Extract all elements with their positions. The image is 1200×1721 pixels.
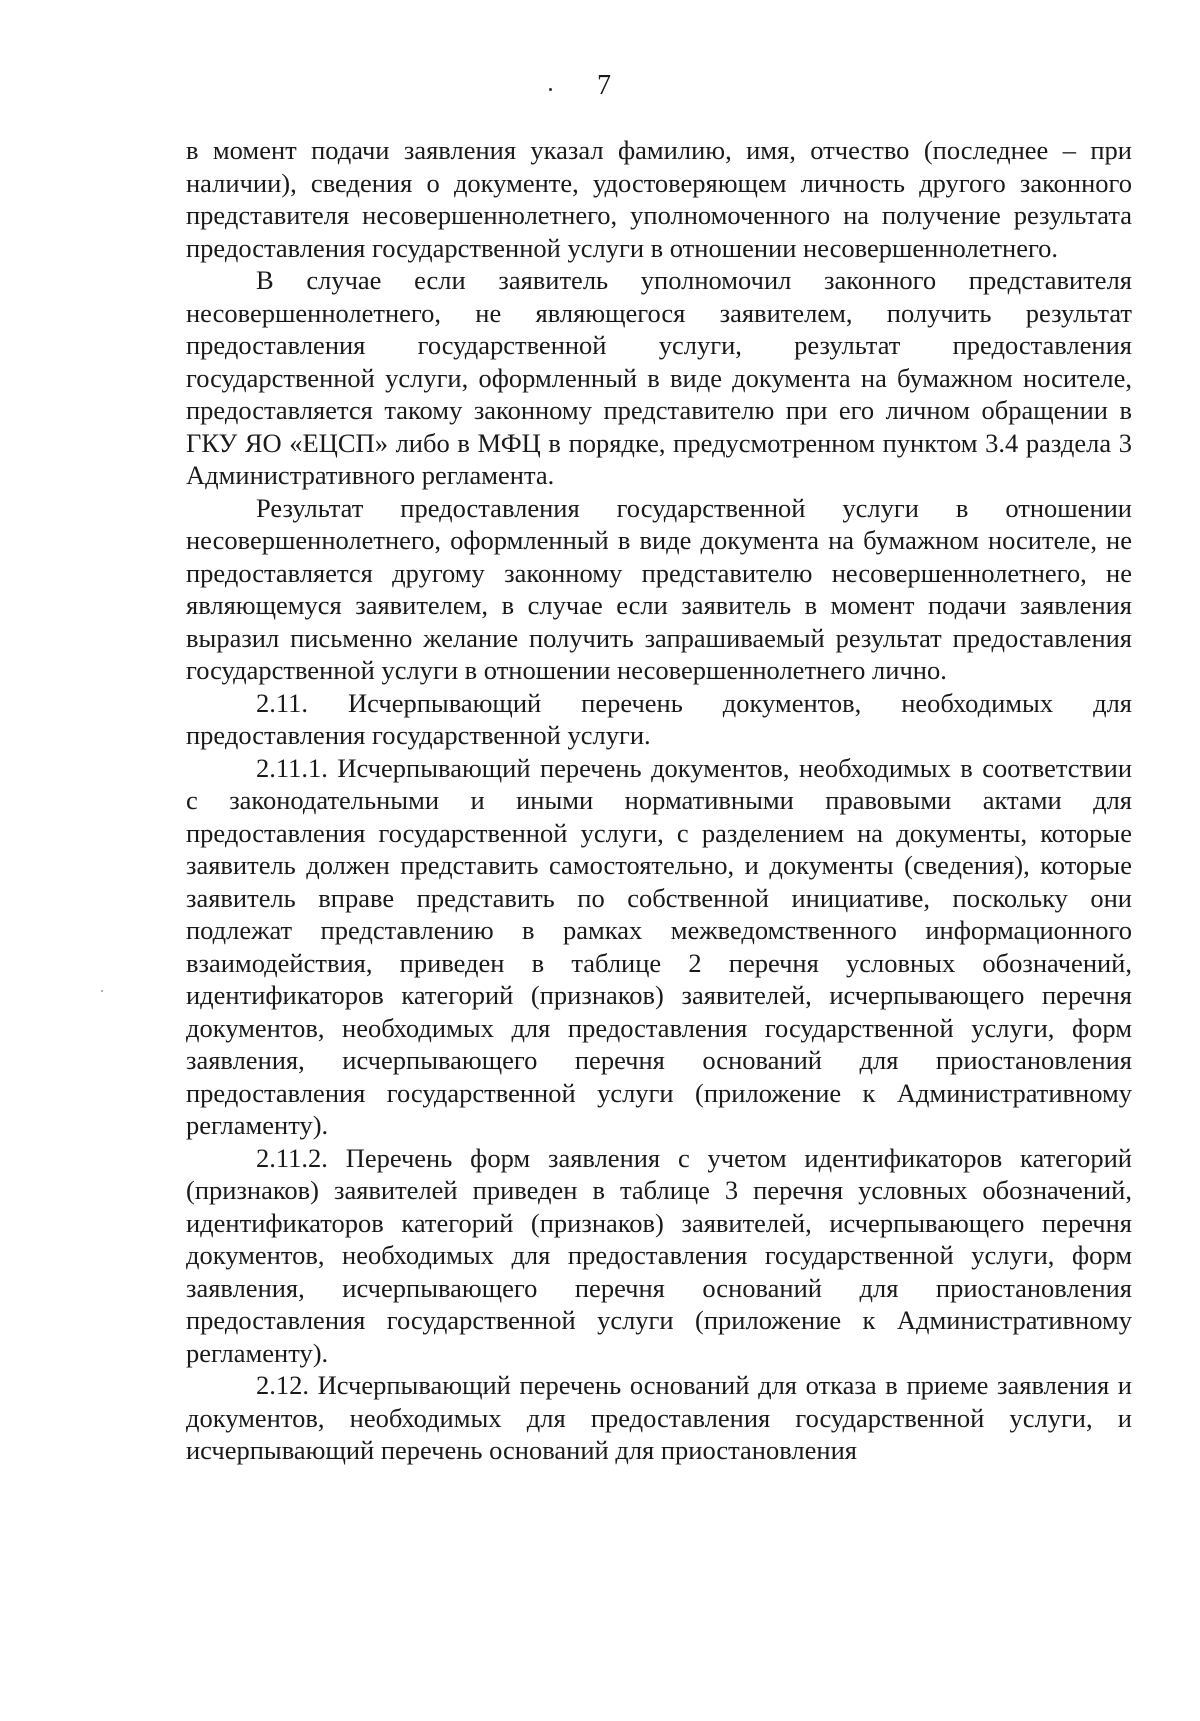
paragraph-2-11-2: 2.11.2. Перечень форм заявления с учетом идентификаторов категорий (признаков) заявителей приведен в таблице 3 перечня условных обозначений, идентификаторов категорий (признаков) заявителей, исчерпывающего перечня документов, необходимых для предоставления государственной услуги, форм заявления, исчерпывающего перечня оснований для приостановления предоставления государственной услуги (приложение к Административному регламенту). (186, 1142, 1132, 1368)
paragraph-2-11-1: 2.11.1. Исчерпывающий перечень документов, необходимых в соответствии с законодательными и иными нормативными правовыми актами для предоставления государственной услуги, с разделением на документы, которые заявитель должен представить самостоятельно, и документы (сведения), которые заявитель вправе представить по собственной инициативе, поскольку они подлежат представлению в рамках межведомственного информационного взаимодействия, приведен в таблице 2 перечня условных обозначений, идентификаторов категорий (признаков) заявителей, исчерпывающего перечня документов, необходимых для предоставления государственной услуги, форм заявления, исчерпывающего перечня оснований для приостановления предоставления государственной услуги (приложение к Административному регламенту). (186, 752, 1132, 1140)
paragraph-result-not-provided: Результат предоставления государственной услуги в отношении несовершеннолетнего, оформленный в виде документа на бумажном носителе, не предоставляется другому законному представителю несовершеннолетнего, не являющемуся заявителем, в случае если заявитель в момент подачи заявления выразил письменно желание получить запрашиваемый результат предоставления государственной услуги в отношении несовершеннолетнего лично. (186, 492, 1132, 685)
paragraph-continuation: в момент подачи заявления указал фамилию, имя, отчество (последнее – при наличии), сведения о документе, удостоверяющем личность другого законного представителя несовершеннолетнего, уполномоченного на получение результата предоставления государственной услуги в отношении несовершеннолетнего. (186, 135, 1132, 263)
document-body (186, 134, 1132, 1467)
paragraph-legal-representative: В случае если заявитель уполномочил законного представителя несовершеннолетнего, не являющегося заявителем, получить результат предоставления государственной услуги, результат предоставления государственной услуги, оформленный в виде документа на бумажном носителе, предоставляется такому законному представителю при его личном обращении в ГКУ ЯО «ЕЦСП» либо в МФЦ в порядке, предусмотренном пунктом 3.4 раздела 3 Административного регламента. (186, 265, 1132, 490)
section-heading-2-12: 2.12. Исчерпывающий перечень оснований для отказа в приеме заявления и документов, необходимых для предоставления государственной услуги, и исчерпывающий перечень оснований для приостановления (186, 1370, 1132, 1465)
section-heading-2-11: 2.11. Исчерпывающий перечень документов, необходимых для предоставления государственной услуги. (186, 687, 1132, 750)
page-number: 7 (597, 70, 611, 101)
scan-mark (101, 990, 103, 992)
